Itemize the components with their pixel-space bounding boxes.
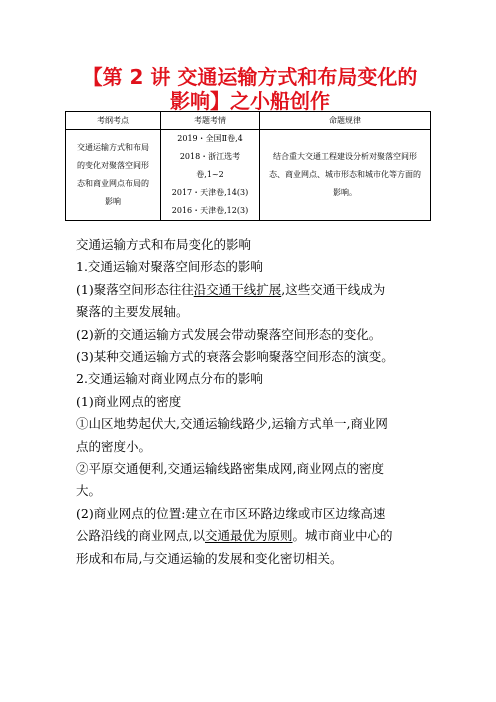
page-title-line-1: 【第 2 讲 交通运输方式和布局变化的 bbox=[82, 65, 418, 89]
rule-line: 影响。 bbox=[333, 188, 357, 197]
text-span: ,这些交通干线成为 bbox=[281, 281, 386, 297]
paragraph-4: (1)商业网点的密度 bbox=[76, 393, 182, 409]
outline-line: 的变化对聚落空间形 bbox=[77, 161, 149, 170]
outline-line: 交通运输方式和布局 bbox=[77, 143, 149, 152]
paragraph-5: ①山区地势起伏大,交通运输线路少,运输方式单一,商业网 bbox=[76, 416, 388, 432]
paragraph-2: (2)新的交通运输方式发展会带动聚落空间形态的变化。 bbox=[76, 326, 382, 342]
cell-rule bbox=[260, 130, 431, 221]
paragraph-7-end: 形成和布局,与交通运输的发展和变化密切相关。 bbox=[76, 550, 343, 566]
header-outline: 考纲考点 bbox=[66, 112, 161, 130]
subsection-1: 1.交通运输对聚落空间形态的影响 bbox=[76, 259, 263, 275]
header-exams: 考题考情 bbox=[161, 112, 260, 130]
exam-info-table bbox=[65, 111, 431, 221]
text-span: 。城市商业中心的 bbox=[292, 528, 393, 544]
paragraph-6-cont: 大。 bbox=[76, 483, 102, 499]
text-span: (1)聚落空间形态往往 bbox=[76, 281, 194, 297]
exam-line: 2017・天津卷,14(3) bbox=[171, 188, 249, 197]
paragraph-7-cont bbox=[76, 525, 424, 547]
header-rule: 命题规律 bbox=[260, 112, 431, 130]
page-title-line-2: 影响】之小船创作 bbox=[170, 89, 330, 113]
table-header-row bbox=[66, 112, 431, 130]
paragraph-1 bbox=[76, 279, 424, 301]
outline-line: 影响 bbox=[105, 197, 121, 206]
paragraph-3: (3)某种交通运输方式的衰落会影响聚落空间形态的演变。 bbox=[76, 349, 394, 365]
text-span: 公路沿线的商业网点,以 bbox=[76, 528, 205, 544]
subsection-2: 2.交通运输对商业网点分布的影响 bbox=[76, 371, 263, 387]
exam-line: 卷,1~2 bbox=[196, 170, 224, 179]
underlined-text: 交通最优为原则 bbox=[204, 528, 293, 544]
exam-line: 2018・浙江选考 bbox=[179, 152, 241, 161]
exam-line: 2016・天津卷,12(3) bbox=[171, 206, 249, 215]
table-row bbox=[66, 130, 431, 221]
rule-line: 结合重大交通工程建设分析对聚落空间形 bbox=[273, 152, 417, 161]
rule-line: 态、商业网点、城市形态和城市化等方面的 bbox=[269, 170, 421, 179]
section-heading: 交通运输方式和布局变化的影响 bbox=[76, 237, 252, 252]
outline-line: 态和商业网点布局的 bbox=[77, 179, 149, 188]
cell-exams bbox=[161, 130, 260, 221]
underlined-text: 沿交通干线扩展 bbox=[193, 281, 282, 297]
paragraph-7: (2)商业网点的位置:建立在市区环路边缘或市区边缘高速 bbox=[76, 505, 386, 521]
body-text bbox=[76, 234, 424, 570]
cell-outline bbox=[66, 130, 161, 221]
exam-line: 2019・全国Ⅱ卷,4 bbox=[177, 134, 243, 143]
paragraph-6: ②平原交通便利,交通运输线路密集成网,商业网点的密度 bbox=[76, 461, 384, 477]
paragraph-5-cont: 点的密度小。 bbox=[76, 438, 152, 454]
paragraph-1-cont: 聚落的主要发展轴。 bbox=[76, 304, 189, 320]
